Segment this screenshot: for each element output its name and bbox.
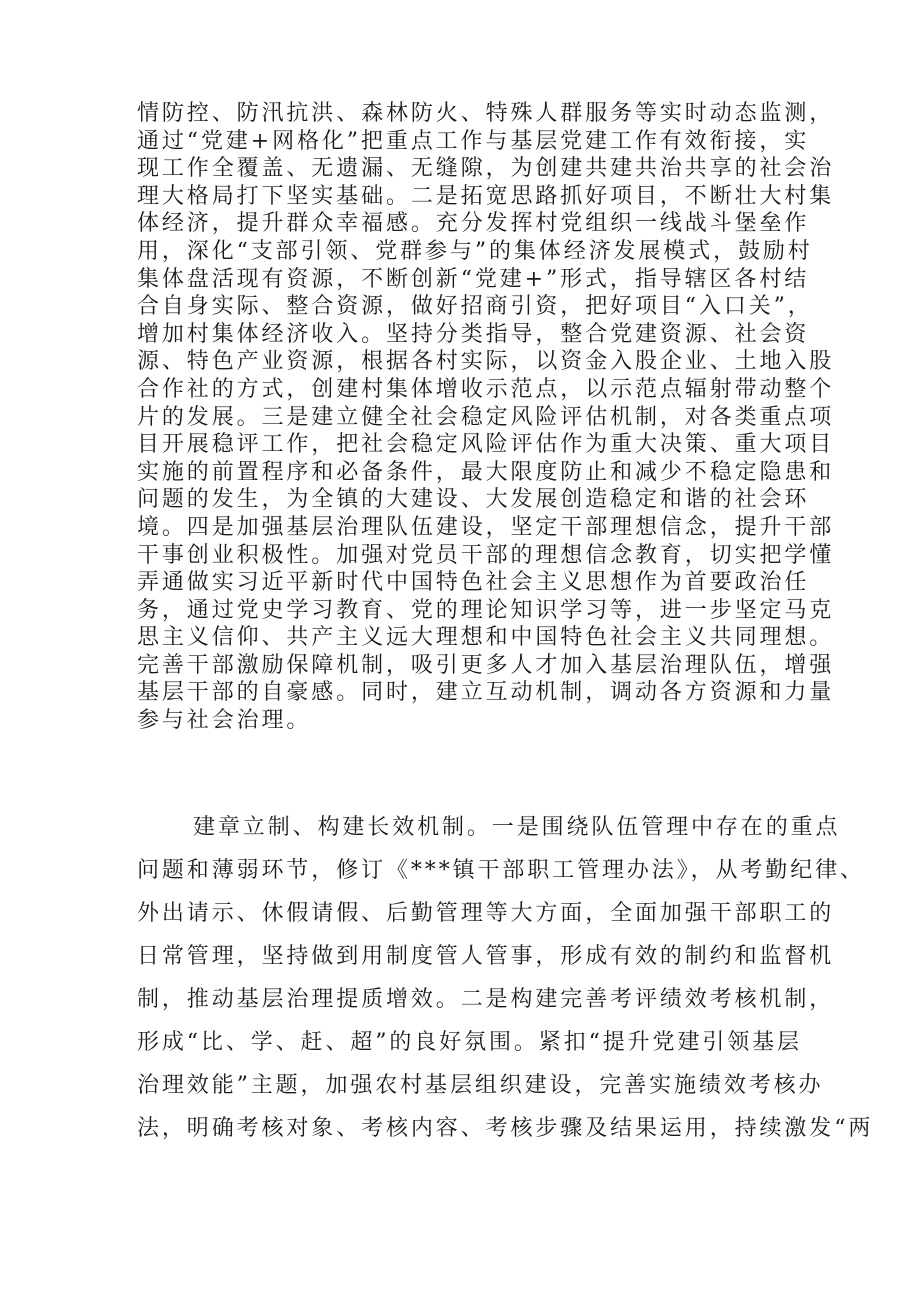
text-line: 片的发展。三是建立健全社会稳定风险评估机制，对各类重点项 <box>137 404 835 430</box>
text-line: 法，明确考核对象、考核内容、考核步骤及结果运用，持续激发“两 <box>137 1116 874 1141</box>
paragraph-mechanism <box>137 806 874 1150</box>
text-line: 通过“党建+网格化”把重点工作与基层党建工作有效衔接，实 <box>137 128 810 154</box>
text-line: 合作社的方式，创建村集体增收示范点，以示范点辐射带动整个 <box>137 376 835 402</box>
text-line: 日常管理，坚持做到用制度管人管事，形成有效的制约和监督机 <box>137 944 835 969</box>
text-line: 用，深化“支部引领、党群参与”的集体经济发展模式，鼓励村 <box>137 238 813 264</box>
text-line: 集体盘活现有资源，不断创新“党建+”形式，指导辖区各村结 <box>137 266 810 292</box>
text-line: 体经济，提升群众幸福感。充分发挥村党组织一线战斗堡垒作 <box>137 211 810 237</box>
paragraph-continuation <box>137 100 835 735</box>
text-line: 参与社会治理。 <box>137 708 312 734</box>
text-line: 目开展稳评工作，把社会稳定风险评估作为重大决策、重大项目 <box>137 432 835 458</box>
text-line: 制，推动基层治理提质增效。二是构建完善考评绩效考核机制， <box>137 987 835 1012</box>
text-line: 源、特色产业资源，根据各村实际，以资金入股企业、土地入股 <box>137 349 835 375</box>
text-line: 思主义信仰、共产主义远大理想和中国特色社会主义共同理想。 <box>137 625 835 651</box>
text-line: 弄通做实习近平新时代中国特色社会主义思想作为首要政治任 <box>137 570 810 596</box>
text-line: 问题的发生，为全镇的大建设、大发展创造稳定和谐的社会环 <box>137 487 810 513</box>
text-line: 形成“比、学、赶、超”的良好氛围。紧扣“提升党建引领基层 <box>137 1030 802 1055</box>
text-line: 问题和薄弱环节，修订《***镇干部职工管理办法》，从考勤纪律、 <box>137 858 865 883</box>
text-line: 务，通过党史学习教育、党的理论知识学习等，进一步坚定马克 <box>137 597 835 623</box>
text-line: 现工作全覆盖、无遗漏、无缝隙，为创建共建共治共享的社会治 <box>137 156 835 182</box>
text-line: 理大格局打下坚实基础。二是拓宽思路抓好项目，不断壮大村集 <box>137 183 835 209</box>
text-line: 外出请示、休假请假、后勤管理等大方面，全面加强干部职工的 <box>137 901 835 926</box>
text-line: 合自身实际、整合资源，做好招商引资，把好项目“入口关”， <box>137 294 813 320</box>
text-line: 情防控、防汛抗洪、森林防火、特殊人群服务等实时动态监测， <box>137 101 835 126</box>
text-line: 实施的前置程序和必备条件，最大限度防止和减少不稳定隐患和 <box>137 459 835 485</box>
text-line: 干事创业积极性。加强对党员干部的理想信念教育，切实把学懂 <box>137 542 835 568</box>
text-line: 境。四是加强基层治理队伍建设，坚定干部理想信念，提升干部 <box>137 514 835 540</box>
text-line: 基层干部的自豪感。同时，建立互动机制，调动各方资源和力量 <box>137 680 835 706</box>
text-line: 治理效能”主题，加强农村基层组织建设，完善实施绩效考核办 <box>137 1073 824 1098</box>
text-line: 完善干部激励保障机制，吸引更多人才加入基层治理队伍，增强 <box>137 652 835 678</box>
text-line: 增加村集体经济收入。坚持分类指导，整合党建资源、社会资 <box>137 321 810 347</box>
text-line-indented: 建章立制、构建长效机制。一是围绕队伍管理中存在的重点 <box>193 815 841 840</box>
